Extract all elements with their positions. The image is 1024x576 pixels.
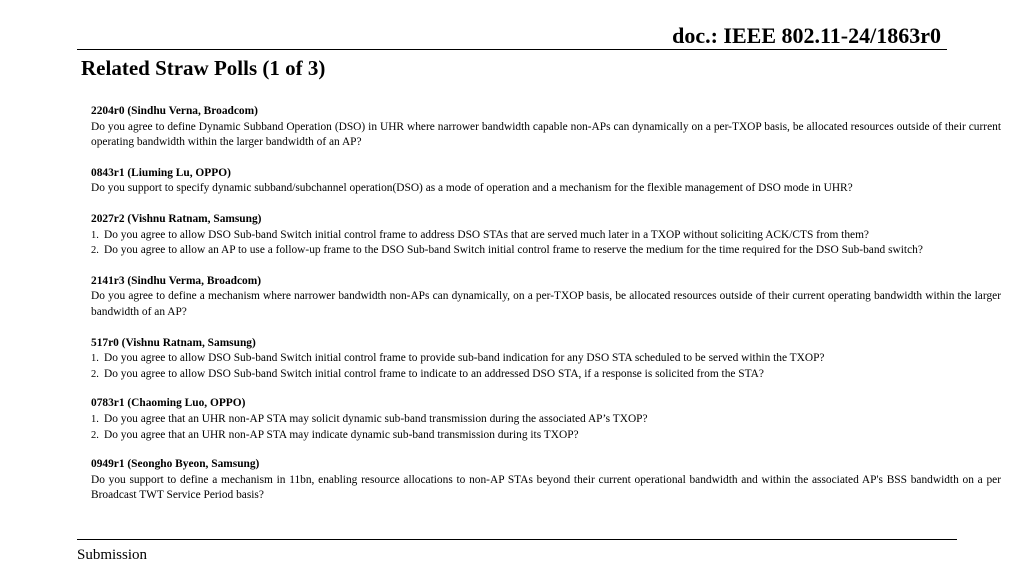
poll-question: Do you support to define a mechanism in 11bn, enabling resource allocations to non-AP STAs beyond their current operational bandwidth and within the associated AP's BSS bandwidth on a per Broadcast TWT Service Period basis?	[91, 473, 1001, 502]
poll-question-item	[91, 428, 1001, 444]
straw-poll-list	[91, 104, 1001, 519]
poll-2204r0	[91, 104, 1001, 151]
poll-question: Do you agree to define Dynamic Subband Operation (DSO) in UHR where narrower bandwidth capable non-APs can dynamically on a per-TXOP basis, be allocated resources outside of their current operating bandwidth within the larger bandwidth of an AP?	[91, 120, 1001, 149]
question-number: 1.	[91, 229, 99, 241]
poll-2027r2	[91, 212, 1001, 259]
poll-517r0	[91, 336, 1001, 383]
question-number: 1.	[91, 353, 99, 365]
question-text: Do you agree to allow DSO Sub-band Switch initial control frame to indicate to an addressed DSO STA, if a response is solicited from the STA?	[104, 367, 764, 380]
poll-question: Do you support to specify dynamic subband/subchannel operation(DSO) as a mode of operation and a mechanism for the flexible management of DSO mode in UHR?	[91, 182, 853, 195]
poll-question-item	[91, 367, 1001, 383]
poll-0843r1	[91, 166, 1001, 197]
poll-question-list	[91, 412, 1001, 443]
question-text: Do you agree to allow DSO Sub-band Switch initial control frame to address DSO STAs that are served much later in a TXOP without soliciting ACK/CTS from them?	[104, 228, 869, 241]
poll-heading: 2141r3 (Sindhu Verma, Broadcom)	[91, 274, 262, 287]
poll-question-item	[91, 228, 1001, 244]
poll-question: Do you agree to define a mechanism where narrower bandwidth non-APs can dynamically, on a per-TXOP basis, be allocated resources outside of their current operating bandwidth within the larger bandwidth of an AP?	[91, 290, 1001, 318]
question-number: 2.	[91, 368, 99, 380]
slide-title: Related Straw Polls (1 of 3)	[81, 56, 326, 80]
poll-heading: 0783r1 (Chaoming Luo, OPPO)	[91, 397, 246, 410]
poll-0783r1	[91, 396, 1001, 443]
poll-heading: 0843r1 (Liuming Lu, OPPO)	[91, 166, 231, 179]
poll-0949r1	[91, 457, 1001, 504]
poll-heading: 2204r0 (Sindhu Verna, Broadcom)	[91, 105, 258, 117]
header-divider	[77, 49, 947, 50]
question-number: 1.	[91, 413, 99, 425]
footer-submission-label: Submission	[77, 547, 148, 563]
question-text: Do you agree that an UHR non-AP STA may indicate dynamic sub-band transmission during its TXOP?	[104, 428, 579, 441]
question-text: Do you agree that an UHR non-AP STA may solicit dynamic sub-band transmission during the associated AP’s TXOP?	[104, 412, 648, 425]
question-text: Do you agree to allow an AP to use a follow-up frame to the DSO Sub-band Switch initial control frame to reserve the medium for the time required for the DSO Sub-band switch?	[104, 244, 923, 257]
document-id: doc.: IEEE 802.11-24/1863r0	[672, 23, 941, 48]
poll-question-list	[91, 228, 1001, 259]
poll-question-item	[91, 351, 1001, 367]
poll-question-item	[91, 412, 1001, 428]
question-number: 2.	[91, 429, 99, 441]
poll-2141r3	[91, 274, 1001, 321]
poll-heading: 517r0 (Vishnu Ratnam, Samsung)	[91, 336, 256, 349]
footer-divider	[77, 539, 957, 540]
poll-heading: 0949r1 (Seongho Byeon, Samsung)	[91, 458, 260, 471]
poll-question-list	[91, 351, 1001, 382]
poll-question-item	[91, 243, 1001, 259]
question-number: 2.	[91, 245, 99, 257]
poll-heading: 2027r2 (Vishnu Ratnam, Samsung)	[91, 212, 262, 225]
question-text: Do you agree to allow DSO Sub-band Switch initial control frame to provide sub-band indication for any DSO STA scheduled to be served within the TXOP?	[104, 352, 825, 365]
